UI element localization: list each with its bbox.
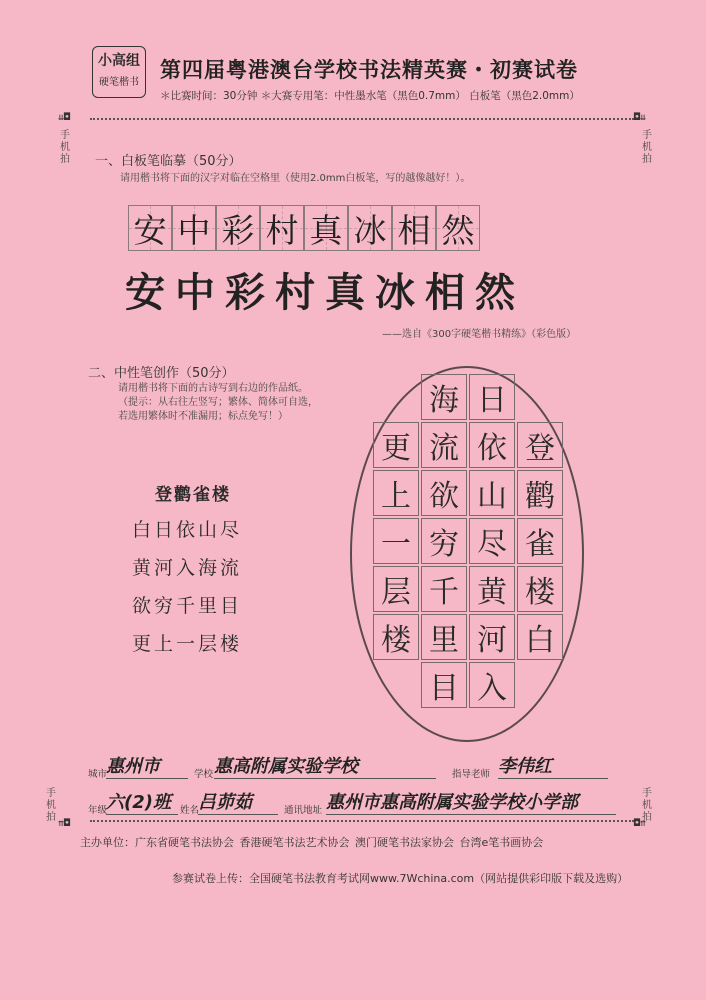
artwork-cell: 登 (517, 422, 563, 468)
sponsors: 主办单位：广东省硬笔书法协会 香港硬笔书法艺术协会 澳门硬笔书法家协会 台湾e笔书画协会 (80, 836, 544, 849)
address-field[interactable]: 惠州市惠高附属实验学校小学部 (326, 788, 616, 815)
school-field[interactable]: 惠高附属实验学校 (214, 752, 436, 779)
model-char-cell: 相 (392, 205, 436, 251)
section2-note-3: 若选用繁体时不准漏用；标点免写！） (118, 411, 288, 422)
badge-style: 硬笔楷书 (99, 77, 139, 88)
artwork-cell: 流 (421, 422, 467, 468)
artwork-cell: 雀 (517, 518, 563, 564)
poem-line: 更上一层楼 (132, 633, 243, 655)
section2-note-2: （提示：从右往左竖写；繁体、简体可自选， (118, 397, 318, 408)
model-char-cell: 中 (172, 205, 216, 251)
grade-label: 年级 (88, 805, 108, 816)
artwork-cell: 鹳 (517, 470, 563, 516)
artwork-cell: 一 (373, 518, 419, 564)
student-char-row (120, 262, 520, 316)
poem-line: 欲穷千里目 (132, 595, 243, 617)
corner-mark-tl: ⇊◘ (58, 112, 71, 123)
model-char-row (128, 205, 480, 251)
artwork-cell: 入 (469, 662, 515, 708)
artwork-cell: 层 (373, 566, 419, 612)
corner-mark-tr: ◘⇊ (634, 112, 647, 123)
corner-mark-br: ◘⇈ (634, 818, 647, 829)
artwork-cell: 山 (469, 470, 515, 516)
student-char-cell: 冰 (370, 262, 420, 316)
artwork-cell: 河 (469, 614, 515, 660)
poem-title: 登鹳雀楼 (155, 485, 231, 505)
artwork-cell: 依 (469, 422, 515, 468)
section1-heading: 一、白板笔临摹（50分） (95, 154, 242, 169)
artwork-cell: 海 (421, 374, 467, 420)
model-char-cell: 村 (260, 205, 304, 251)
student-char-cell: 村 (270, 262, 320, 316)
model-char-cell: 真 (304, 205, 348, 251)
student-char-cell: 真 (320, 262, 370, 316)
page-subtitle: ＊比赛时间：30分钟 ＊大赛专用笔：中性墨水笔（黑色0.7mm） 白板笔（黑色2.0mm） (160, 90, 580, 102)
side-label-tl: 手机拍 (60, 130, 70, 165)
section2-heading: 二、中性笔创作（50分） (88, 366, 235, 381)
model-char-cell: 安 (128, 205, 172, 251)
bottom-divider (90, 820, 634, 822)
artwork-cell: 目 (421, 662, 467, 708)
student-char-cell: 安 (120, 262, 170, 316)
teacher-field[interactable]: 李伟红 (498, 752, 608, 779)
page-title: 第四届粤港澳台学校书法精英赛・初赛试卷 (160, 57, 578, 82)
teacher-label: 指导老师 (452, 769, 491, 780)
top-divider (90, 118, 634, 120)
artwork-cell: 更 (373, 422, 419, 468)
artwork-cell: 黄 (469, 566, 515, 612)
artwork-cell: 穷 (421, 518, 467, 564)
artwork-cell: 上 (373, 470, 419, 516)
model-char-cell: 然 (436, 205, 480, 251)
upload-info: 参赛试卷上传：全国硬笔书法教育考试网www.7Wchina.com（网站提供彩印版下载及选购） (172, 872, 629, 885)
name-label: 姓名 (180, 805, 200, 816)
artwork-cell: 里 (421, 614, 467, 660)
badge-group: 小高组 (98, 53, 140, 69)
section2-note-1: 请用楷书将下面的古诗写到右边的作品纸。 (118, 383, 308, 394)
name-field[interactable]: 吕茆茹 (198, 788, 278, 815)
city-label: 城市 (88, 769, 108, 780)
model-char-cell: 彩 (216, 205, 260, 251)
poem-line: 黄河入海流 (132, 557, 243, 579)
city-field[interactable]: 惠州市 (106, 752, 188, 779)
student-char-cell: 相 (420, 262, 470, 316)
student-char-cell: 彩 (220, 262, 270, 316)
artwork-cell: 楼 (517, 566, 563, 612)
artwork-cell: 欲 (421, 470, 467, 516)
artwork-cell: 白 (517, 614, 563, 660)
source-citation: ——选自《300字硬笔楷书精练》（彩色版） (382, 329, 577, 340)
corner-mark-bl: ⇈◘ (58, 818, 71, 829)
model-char-cell: 冰 (348, 205, 392, 251)
school-label: 学校 (194, 769, 214, 780)
artwork-cell: 尽 (469, 518, 515, 564)
artwork-cell: 千 (421, 566, 467, 612)
side-label-bl: 手机拍 (46, 788, 56, 823)
student-char-cell: 中 (170, 262, 220, 316)
side-label-br: 手机拍 (642, 788, 652, 823)
poem-line: 白日依山尽 (132, 519, 243, 541)
side-label-tr: 手机拍 (642, 130, 652, 165)
address-label: 通讯地址 (284, 805, 323, 816)
section1-note: 请用楷书将下面的汉字对临在空格里（使用2.0mm白板笔，写的越像越好！）。 (120, 173, 471, 184)
artwork-cell: 日 (469, 374, 515, 420)
grade-field[interactable]: 六(2)班 (106, 788, 178, 815)
group-badge (92, 46, 146, 98)
student-char-cell: 然 (470, 262, 520, 316)
artwork-cell: 楼 (373, 614, 419, 660)
